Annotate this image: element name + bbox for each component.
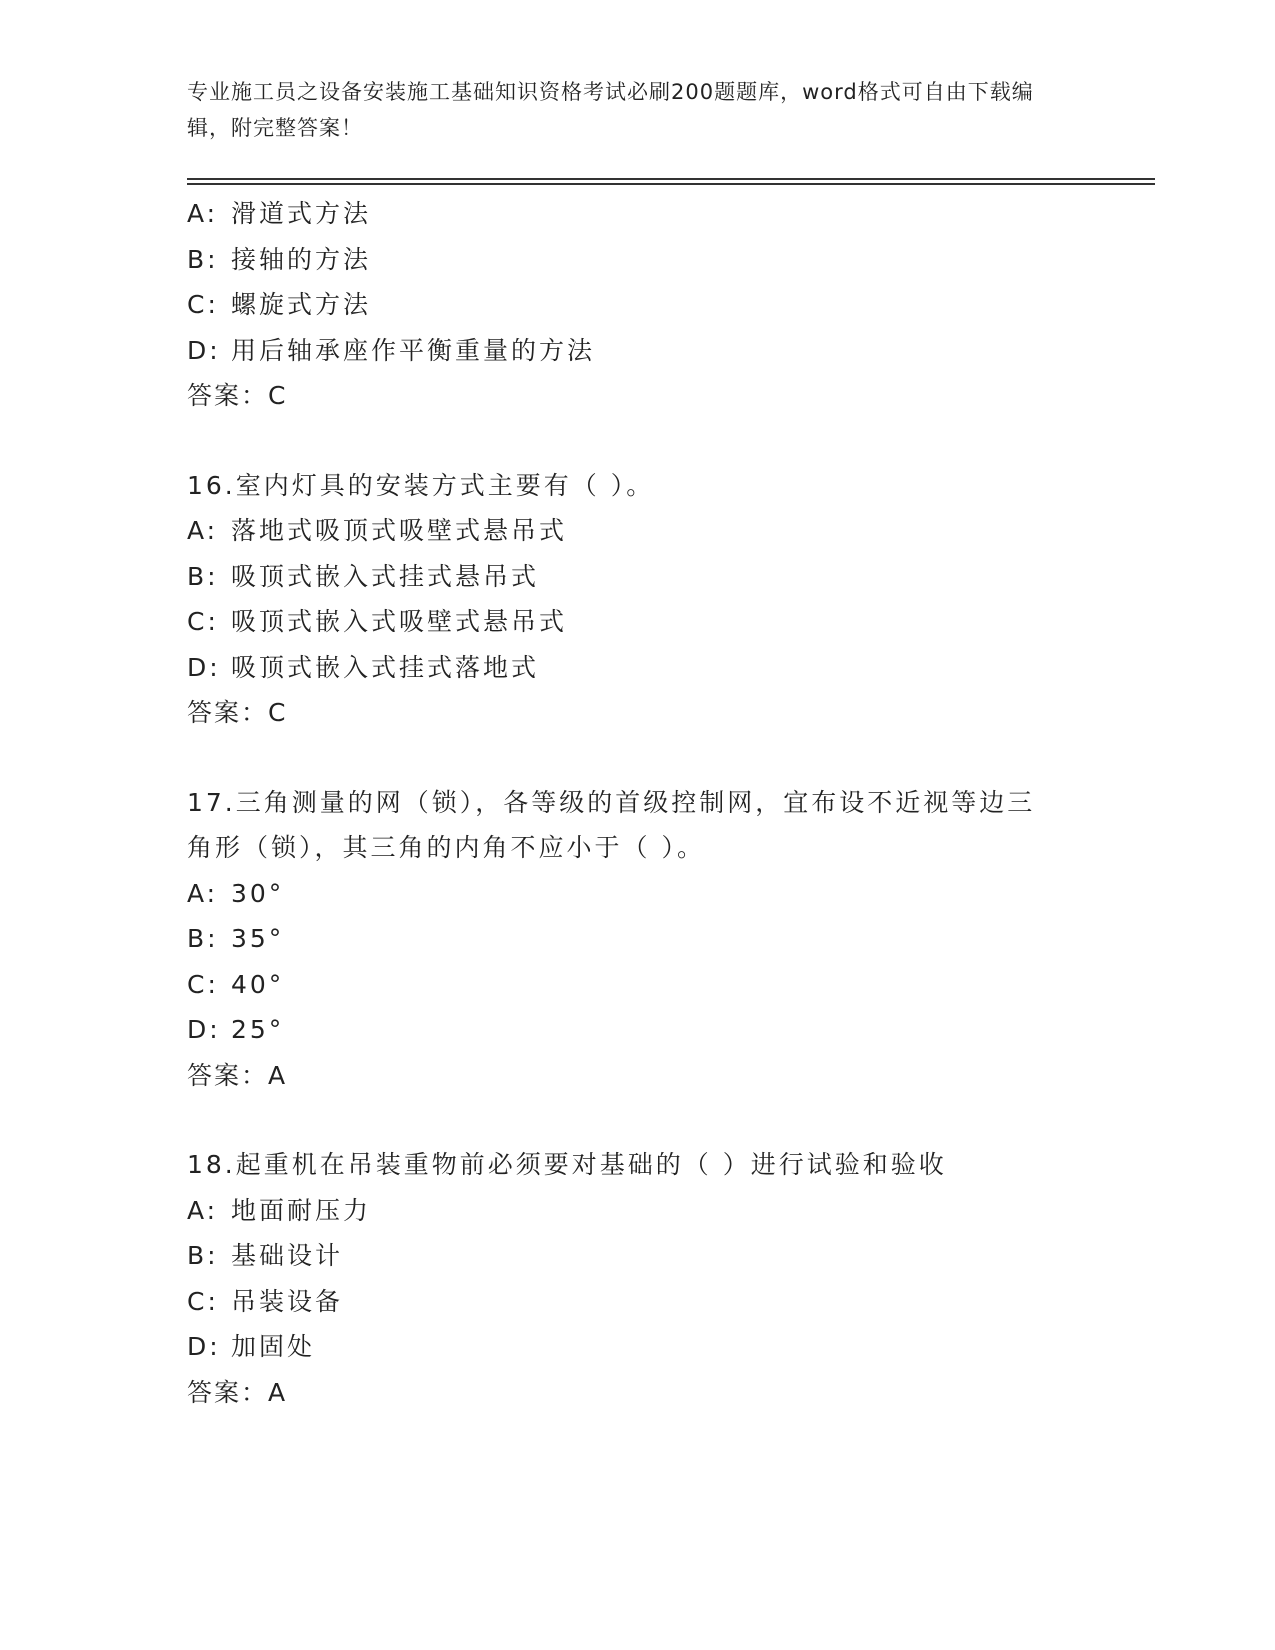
answer-line: 答案：C xyxy=(187,381,288,410)
option-text: 加固处 xyxy=(231,1332,316,1361)
option-letter: D: xyxy=(187,1015,221,1044)
option-c xyxy=(187,282,1147,328)
option-text: 落地式吸顶式吸壁式悬吊式 xyxy=(231,516,568,545)
header-divider-top xyxy=(187,178,1155,180)
option-text: 35° xyxy=(231,924,285,953)
document-header: 专业施工员之设备安装施工基础知识资格考试必刷200题题库，word格式可自由下载编辑，附完整答案！ xyxy=(187,80,1034,140)
option-d xyxy=(187,328,1147,374)
option-text: 40° xyxy=(231,969,285,999)
option-d xyxy=(187,1007,1147,1053)
option-c xyxy=(187,599,1147,645)
option-letter: A: xyxy=(187,516,219,545)
option-b xyxy=(187,916,1147,962)
answer-line: 答案：A xyxy=(187,1377,288,1407)
option-a xyxy=(187,1188,1147,1234)
option-text: 吸顶式嵌入式挂式落地式 xyxy=(231,652,540,682)
option-a xyxy=(187,508,1147,554)
option-letter: B: xyxy=(187,1241,219,1270)
option-letter: A: xyxy=(187,878,219,908)
question-block xyxy=(187,463,1147,736)
option-text: 用后轴承座作平衡重量的方法 xyxy=(231,335,596,365)
option-letter: D: xyxy=(187,652,221,682)
question-stem: 18.起重机在吊装重物前必须要对基础的（ ）进行试验和验收 xyxy=(187,1150,947,1179)
answer-line: 答案：C xyxy=(187,698,288,727)
header-divider-bottom xyxy=(187,183,1155,185)
option-text: 吸顶式嵌入式吸壁式悬吊式 xyxy=(231,607,568,636)
option-b xyxy=(187,554,1147,600)
option-text: 吊装设备 xyxy=(231,1286,344,1316)
question-block xyxy=(187,780,1147,1099)
option-b xyxy=(187,237,1147,283)
option-d xyxy=(187,645,1147,691)
option-a xyxy=(187,191,1147,237)
option-c xyxy=(187,962,1147,1008)
option-text: 接轴的方法 xyxy=(231,244,372,274)
option-text: 螺旋式方法 xyxy=(231,290,372,319)
answer-line: 答案：A xyxy=(187,1060,288,1090)
question-stem: 16.室内灯具的安装方式主要有（ ）。 xyxy=(187,470,655,500)
question-list xyxy=(187,191,1147,1459)
question-block xyxy=(187,191,1147,419)
question-stem: 17.三角测量的网（锁），各等级的首级控制网，宜布设不近视等边三角形（锁），其三角的内角不应小于（ ）。 xyxy=(187,787,1036,862)
question-block xyxy=(187,1142,1147,1415)
option-letter: D: xyxy=(187,1332,221,1361)
option-letter: D: xyxy=(187,335,221,365)
option-text: 滑道式方法 xyxy=(231,199,372,228)
option-text: 30° xyxy=(231,878,285,908)
option-letter: C: xyxy=(187,290,219,319)
option-letter: B: xyxy=(187,244,219,274)
option-b xyxy=(187,1233,1147,1279)
option-d xyxy=(187,1324,1147,1370)
option-letter: B: xyxy=(187,924,219,953)
option-letter: B: xyxy=(187,561,219,591)
option-text: 25° xyxy=(231,1015,285,1044)
option-text: 地面耐压力 xyxy=(231,1195,372,1225)
option-c xyxy=(187,1279,1147,1325)
option-text: 吸顶式嵌入式挂式悬吊式 xyxy=(231,561,540,591)
option-a xyxy=(187,871,1147,917)
option-letter: A: xyxy=(187,199,219,228)
option-letter: A: xyxy=(187,1195,219,1225)
option-text: 基础设计 xyxy=(231,1241,344,1270)
option-letter: C: xyxy=(187,607,219,636)
option-letter: C: xyxy=(187,969,219,999)
option-letter: C: xyxy=(187,1286,219,1316)
